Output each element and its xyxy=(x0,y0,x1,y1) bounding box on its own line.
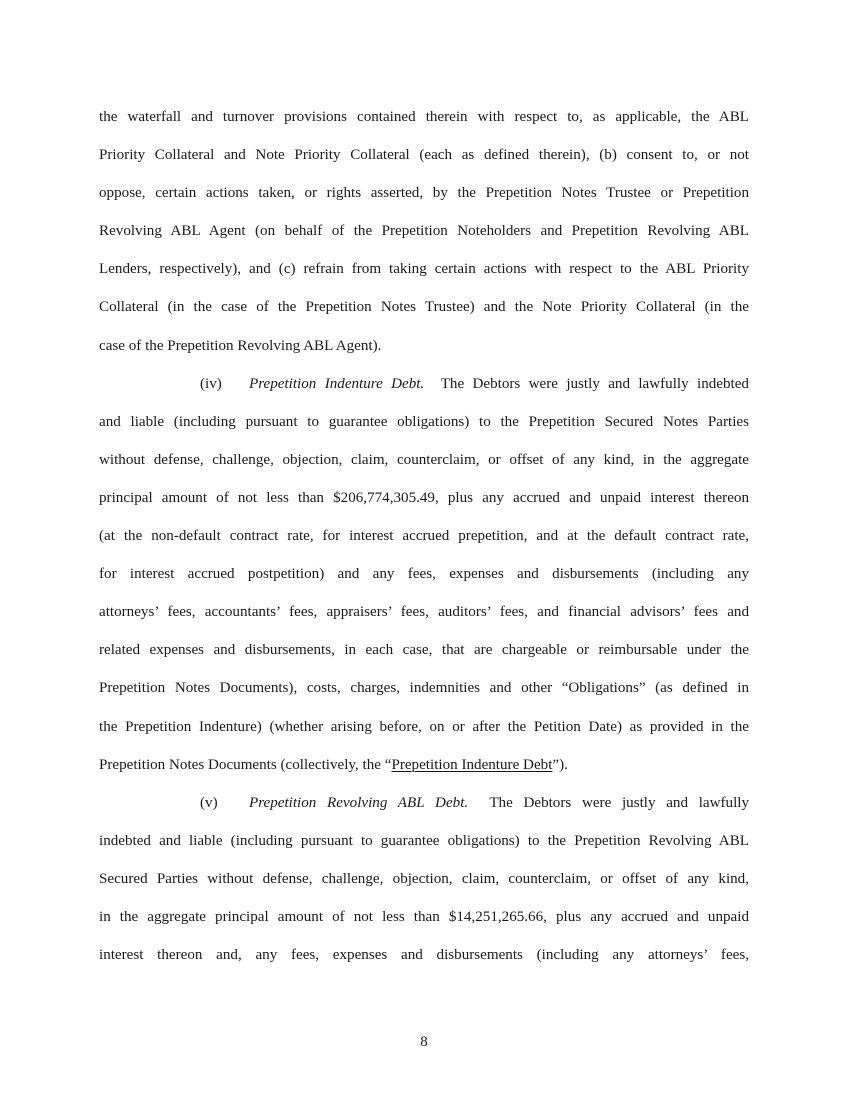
text-line: Prepetition Notes Documents), costs, charges, indemnities and other “Obligations” (as defined in xyxy=(99,680,749,697)
text-line: the Prepetition Indenture) (whether arising before, on or after the Petition Date) as provided in the xyxy=(99,718,749,735)
section-iv-paragraph xyxy=(99,365,749,784)
defined-term-prepetition-indenture-debt: Prepetition Indenture Debt xyxy=(391,756,553,773)
text-line: case of the Prepetition Revolving ABL Agent). xyxy=(99,337,382,354)
section-iv-first-line-text: The Debtors were justly and lawfully indebted xyxy=(440,375,749,392)
text-line: related expenses and disbursements, in each case, that are chargeable or reimbursable under the xyxy=(99,642,749,659)
section-iv-last-line xyxy=(99,746,749,784)
section-iv-number: (iv) xyxy=(200,375,222,392)
document-page xyxy=(99,0,749,1100)
text-line: Secured Parties without defense, challenge, objection, claim, counterclaim, or offset of any kind, xyxy=(99,870,749,887)
section-v-number: (v) xyxy=(200,794,218,811)
text-line: Revolving ABL Agent (on behalf of the Prepetition Noteholders and Prepetition Revolving ABL xyxy=(99,223,749,240)
text-fragment: ”). xyxy=(552,756,568,773)
text-line: (at the non-default contract rate, for interest accrued prepetition, and at the default contract rate, xyxy=(99,528,749,545)
text-line: in the aggregate principal amount of not less than $14,251,265.66, plus any accrued and unpaid xyxy=(99,908,749,925)
section-v-first-line xyxy=(99,784,749,822)
text-line: for interest accrued postpetition) and any fees, expenses and disbursements (including any xyxy=(99,566,749,583)
section-v-paragraph xyxy=(99,784,749,974)
text-line: and liable (including pursuant to guarantee obligations) to the Prepetition Secured Notes Parties xyxy=(99,413,749,430)
document-body xyxy=(99,98,749,974)
section-iv-first-line xyxy=(99,365,749,403)
text-line: principal amount of not less than $206,774,305.49, plus any accrued and unpaid interest thereon xyxy=(99,489,749,506)
text-fragment: Prepetition Notes Documents (collectively, the “ xyxy=(99,756,392,773)
section-v-heading: Prepetition Revolving ABL Debt. xyxy=(249,794,469,811)
text-line: attorneys’ fees, accountants’ fees, appraisers’ fees, auditors’ fees, and financial advisors’ fees and xyxy=(99,604,749,621)
continuation-paragraph xyxy=(99,98,749,365)
text-line: Priority Collateral and Note Priority Collateral (each as defined therein), (b) consent to, or not xyxy=(99,147,749,164)
page-number: 8 xyxy=(420,1034,428,1050)
text-line: Collateral (in the case of the Prepetition Notes Trustee) and the Note Priority Collateral (in the xyxy=(99,299,749,316)
text-line: the waterfall and turnover provisions contained therein with respect to, as applicable, the ABL xyxy=(99,109,749,125)
text-line: interest thereon and, any fees, expenses and disbursements (including any attorneys’ fees, xyxy=(99,947,749,964)
section-iv-heading: Prepetition Indenture Debt. xyxy=(249,375,425,392)
section-v-first-line-text: The Debtors were justly and lawfully xyxy=(489,794,750,811)
text-line: Lenders, respectively), and (c) refrain from taking certain actions with respect to the ABL Priority xyxy=(99,261,749,278)
text-line: oppose, certain actions taken, or rights asserted, by the Prepetition Notes Trustee or Prepetition xyxy=(99,185,749,202)
text-line: indebted and liable (including pursuant to guarantee obligations) to the Prepetition Revolving ABL xyxy=(99,832,749,849)
text-line: without defense, challenge, objection, claim, counterclaim, or offset of any kind, in the aggregate xyxy=(99,451,749,468)
